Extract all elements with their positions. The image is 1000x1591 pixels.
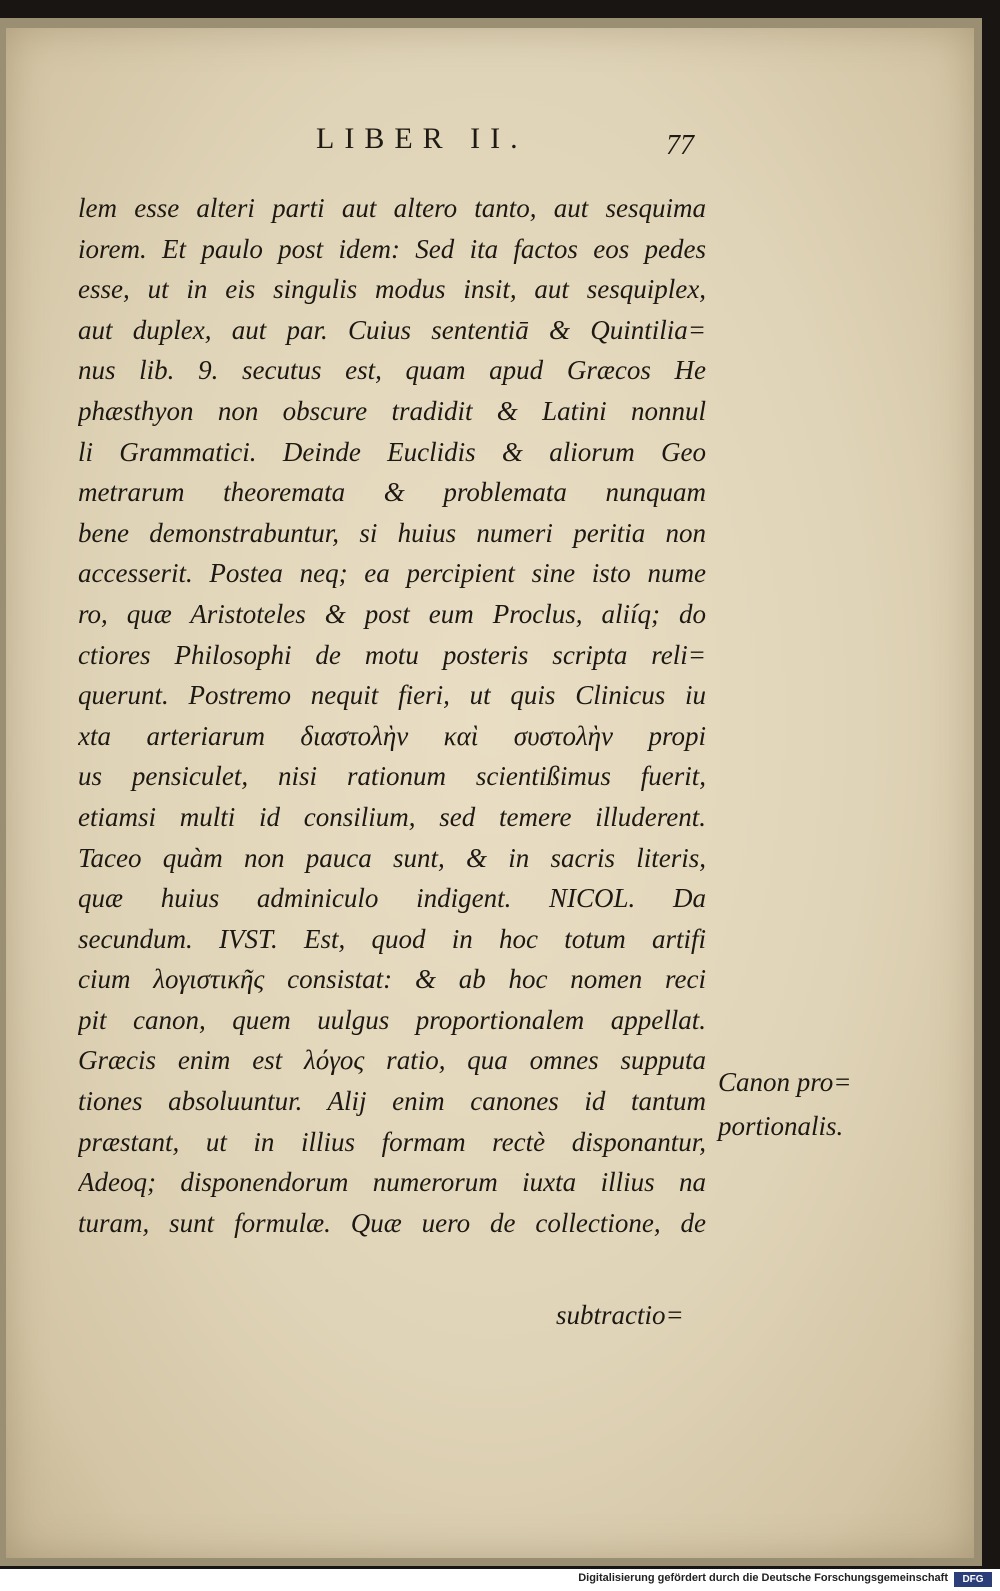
text-line: nus lib. 9. secutus est, quam apud Græcos He — [78, 355, 706, 386]
catchword: subtractio= — [556, 1300, 684, 1330]
text-line: querunt. Postremo nequit fieri, ut quis Clinicus iu — [78, 680, 706, 711]
text-line: us pensiculet, nisi rationum scientißimus fuerit, — [78, 761, 706, 792]
text-line: Adeoq; disponendorum numerorum iuxta illius na — [78, 1167, 706, 1198]
text-line: phæsthyon non obscure tradidit & Latini nonnul — [78, 395, 706, 426]
body-text — [78, 188, 706, 1243]
text-line: pit canon, quem uulgus proportionalem appellat. — [78, 1004, 706, 1035]
text-line: ro, quæ Aristoteles & post eum Proclus, aliíq; do — [78, 598, 706, 629]
text-line: cium λογιστικῆς consistat: & ab hoc nomen reci — [78, 964, 706, 995]
text-line: li Grammatici. Deinde Euclidis & aliorum Geo — [78, 436, 706, 467]
marginal-note-line: Canon pro= — [718, 1067, 852, 1097]
marginal-note — [718, 1060, 898, 1148]
digitization-footer — [0, 1569, 1000, 1591]
text-line: tiones absoluuntur. Alij enim canones id tantum — [78, 1086, 706, 1117]
show-through-text — [806, 388, 926, 528]
text-line: xta arteriarum διαστολὴν καὶ συστολὴν propi — [78, 720, 706, 751]
text-line: Græcis enim est λόγος ratio, qua omnes supputa — [78, 1045, 706, 1076]
book-page — [6, 28, 974, 1558]
text-line: lem esse alteri parti aut altero tanto, aut sesquima — [78, 193, 706, 223]
text-line: turam, sunt formulæ. Quæ uero de collectione, de — [78, 1207, 706, 1238]
funding-credit: Digitalisierung gefördert durch die Deutsche Forschungsgemeinschaft — [578, 1572, 948, 1584]
running-title: LIBER II. — [316, 122, 528, 155]
marginal-note-line: portionalis. — [718, 1111, 844, 1141]
text-line: metrarum theoremata & problemata nunquam — [78, 477, 706, 508]
text-line: ctiores Philosophi de motu posteris scripta reli= — [78, 639, 706, 670]
text-line: accesserit. Postea neq; ea percipient sine isto nume — [78, 558, 706, 589]
text-line: etiamsi multi id consilium, sed temere illuderent. — [78, 801, 706, 832]
page-frame — [0, 18, 982, 1566]
text-line: bene demonstrabuntur, si huius numeri peritia non — [78, 517, 706, 548]
text-line: secundum. IVST. Est, quod in hoc totum artifi — [78, 923, 706, 954]
text-line: quæ huius adminiculo indigent. NICOL. Da — [78, 883, 706, 914]
running-head — [6, 110, 974, 160]
text-line: Taceo quàm non pauca sunt, & in sacris literis, — [78, 842, 706, 873]
dfg-logo: DFG — [954, 1572, 992, 1587]
page-number: 77 — [666, 130, 694, 161]
text-line: aut duplex, aut par. Cuius sententiā & Quintilia= — [78, 314, 706, 345]
text-line: esse, ut in eis singulis modus insit, aut sesquiplex, — [78, 274, 706, 305]
text-line: iorem. Et paulo post idem: Sed ita factos eos pedes — [78, 233, 706, 264]
text-line: præstant, ut in illius formam rectè disponantur, — [78, 1126, 706, 1157]
